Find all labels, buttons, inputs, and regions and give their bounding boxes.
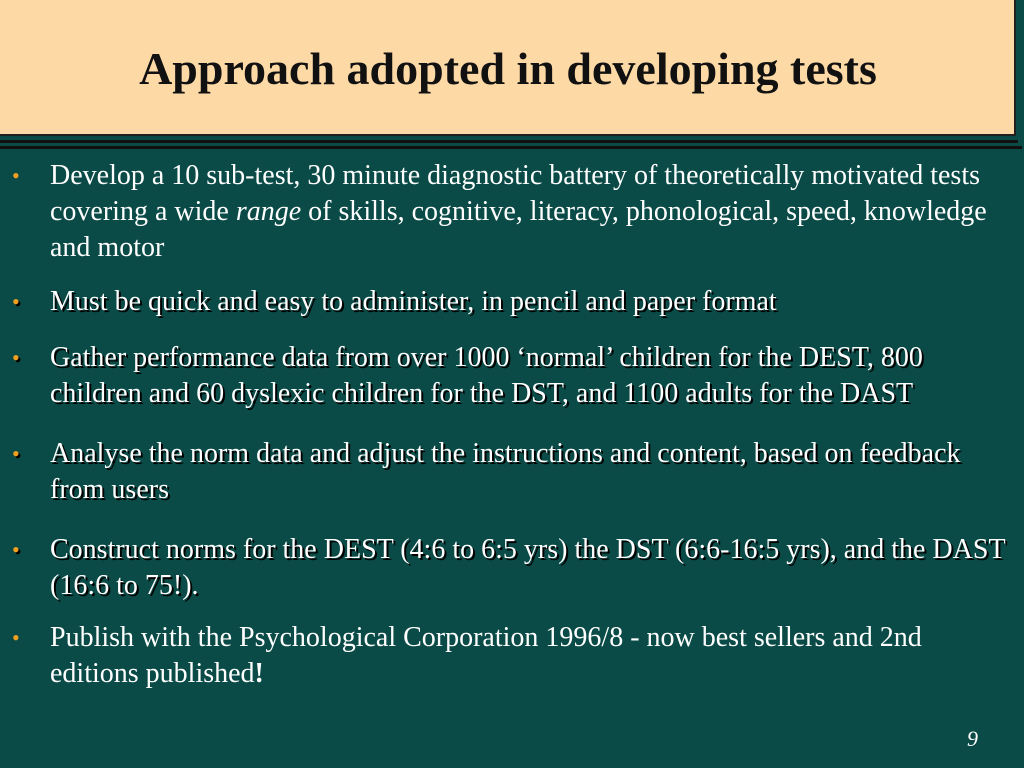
title-box (0, 0, 1016, 136)
bullet-marker: • (12, 289, 20, 314)
bullet-text: Construct norms for the DEST (4:6 to 6:5 yrs) the DST (6:6-16:5 yrs), and the DAST (16:6 to 75!). (50, 534, 1006, 601)
title-divider (0, 140, 1018, 143)
bullet-item-quick (0, 284, 1024, 320)
title-divider-secondary (0, 146, 1022, 149)
bullet-text: Must be quick and easy to administer, in pencil and paper format (50, 286, 777, 317)
page-number: 9 (967, 726, 978, 751)
bullet-emphasis: range (235, 196, 302, 227)
bullet-list (0, 158, 1024, 692)
bullet-item-construct (0, 532, 1024, 604)
bullet-marker: • (12, 345, 20, 370)
bullet-marker: • (12, 441, 20, 466)
bullet-marker: • (12, 537, 20, 562)
bullet-item-publish (0, 620, 1024, 692)
bullet-item-gather (0, 340, 1024, 412)
bullet-exclamation: ! (254, 658, 264, 689)
bullet-text: Publish with the Psychological Corporation 1996/8 - now best sellers and 2nd editions published (50, 622, 922, 689)
bullet-text: Gather performance data from over 1000 ‘normal’ children for the DEST, 800 children and 60 dyslexic children for the DST, and 1100 adults for the DAST (50, 342, 923, 409)
bullet-item-analyse (0, 436, 1024, 508)
bullet-text: Analyse the norm data and adjust the instructions and content, based on feedback from users (50, 438, 961, 505)
bullet-text-part: Develop a 10 sub-test, 30 minute diagnostic battery of theoretically motivated tests covering a wide (50, 160, 980, 227)
bullet-marker: • (12, 625, 20, 650)
bullet-item-develop (0, 158, 1024, 266)
bullet-marker: • (12, 163, 20, 188)
slide-title: Approach adopted in developing tests (139, 43, 877, 94)
bullet-text-part: of skills, cognitive, literacy, phonological, speed, knowledge and motor (50, 196, 987, 263)
